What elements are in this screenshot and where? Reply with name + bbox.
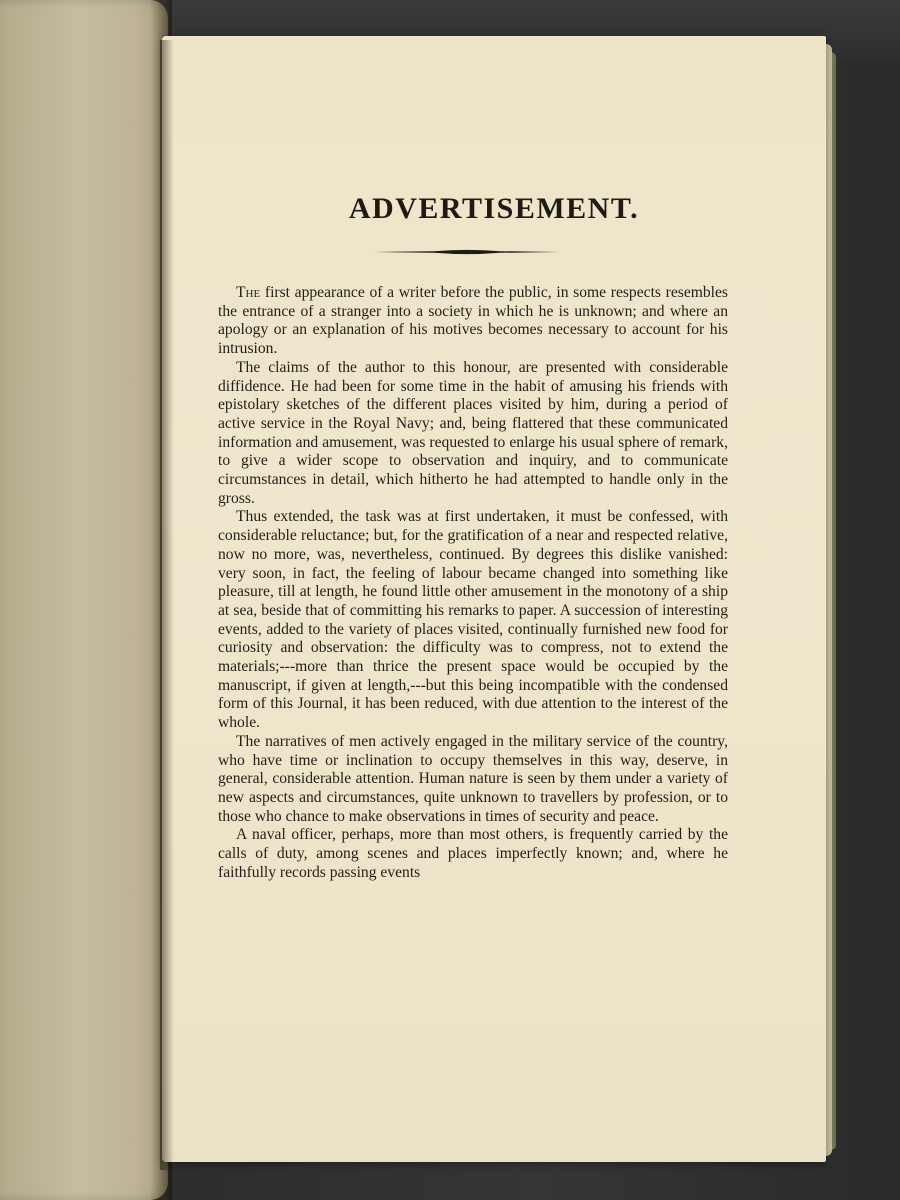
paragraph-4: The narratives of men actively engaged in the military service of the country, who have time or inclination to occupy themselves in this way, deserve, in general, considerable attention. Human nature is seen by them under a variety of new aspects and circumstances, quite unknown to travellers by profession, or to those who chance to make observations in times of security and peace.: [218, 732, 728, 825]
paragraph-5: A naval officer, perhaps, more than most others, is frequently carried by the calls of duty, among scenes and places imperfectly known; and, where he faithfully records passing events: [218, 826, 728, 881]
page-title: ADVERTISEMENT.: [348, 192, 640, 225]
title-divider-rule: [374, 248, 560, 256]
paragraph-text: first appearance of a writer before the public, in some respects resembles the entrance of a stranger into a society in which he is unknown; and where an apology or an explanation of his motives becomes necessary to account for his intrusion.: [218, 284, 728, 358]
paragraph-1: [218, 284, 728, 359]
paragraph-2: The claims of the author to this honour, are presented with considerable diffidence. He had been for some time in the habit of amusing his friends with epistolary sketches of the different places visited by him, during a period of active service in the Royal Navy; and, being flattered that these communicated information and amusement, was requested to enlarge his usual sphere of remark, to give a wider scope to observation and inquiry, and to communicate circumstances in detail, which hitherto he had attempted to handle only in the gross.: [218, 358, 728, 507]
left-page: [0, 0, 168, 1200]
body-text: [218, 284, 728, 883]
paragraph-lead-word: The: [236, 284, 261, 301]
right-page: [162, 36, 826, 1162]
paragraph-3: Thus extended, the task was at first undertaken, it must be confessed, with considerable reluctance; but, for the gratification of a near and respected relative, now no more, was, nevertheless, continued. By degrees this dislike vanished: very soon, in fact, the feeling of labour became changed into something like pleasure, till at length, he found little other amusement in the monotony of a ship at sea, beside that of committing his remarks to paper. A succession of interesting events, added to the variety of places visited, continually furnished new food for curiosity and observation: the difficulty was to compress, not to extend the materials;---more than thrice the present space would be occupied by the manuscript, if given at length,---but this being incompatible with the condensed form of this Journal, it has been reduced, with due attention to the interest of the whole.: [218, 508, 728, 732]
gutter-shadow: [160, 40, 174, 1170]
